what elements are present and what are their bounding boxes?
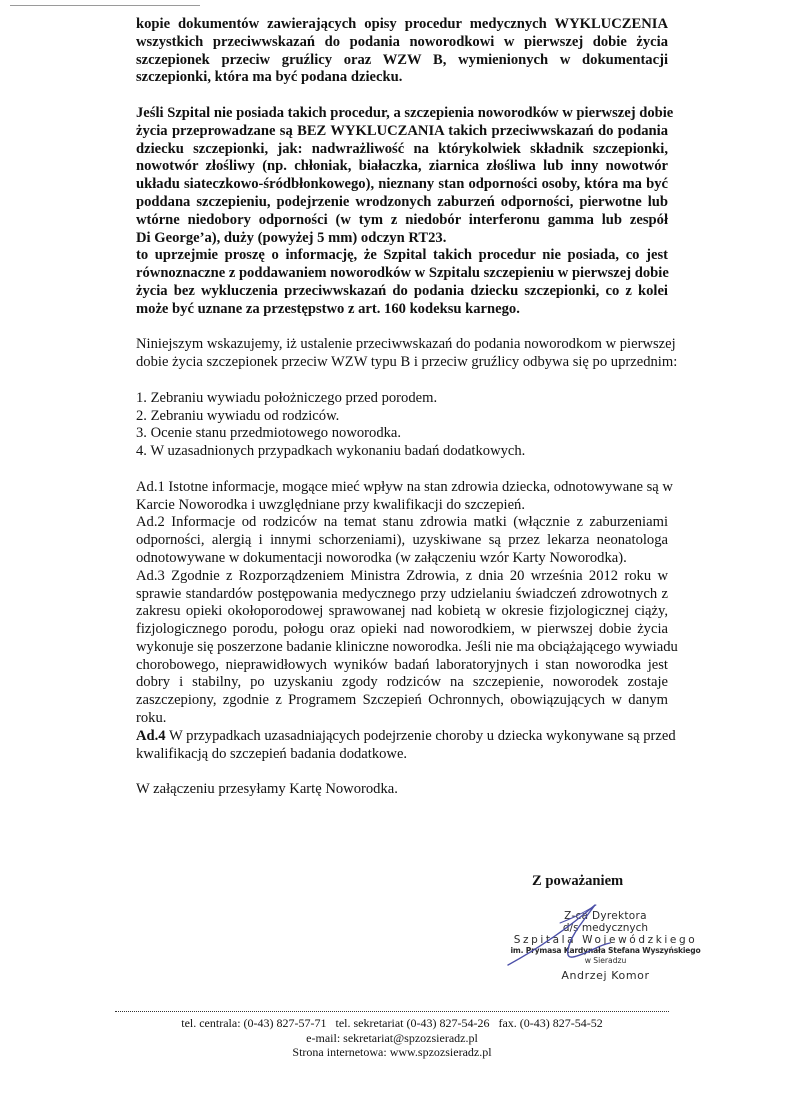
text-line: zakresu opieki okołoporodowej sprawowanej nad kobietą w okresie fizjologicznej ciąży, (136, 603, 668, 620)
ad1-paragraph (136, 478, 673, 515)
request-paragraph (136, 247, 668, 318)
text-line: równoznaczne z poddawaniem noworodków w Szpitalu szczepieniu w pierwszej dobie (136, 265, 669, 282)
ad4-label: Ad.4 (136, 727, 166, 744)
text-line: dobry i stabilny, po uzyskaniu zgody rodziców na szczepienie, noworodek zostaje (136, 674, 668, 691)
text-line: Di George’a), duży (powyżej 5 mm) odczyn RT23. (136, 229, 447, 246)
text-line: wszystkich przeciwwskazań do podania noworodkowi w pierwszej dobie życia (136, 33, 668, 50)
intro-paragraph (136, 16, 668, 87)
stamp-department: d/s medycznych (562, 922, 649, 934)
stamp-hospital: Szpitala Wojewódzkiego (513, 934, 698, 946)
response-paragraph (136, 336, 678, 372)
text-line: nowotwór złośliwy (np. chłoniak, białaczka, ziarnica złośliwa lub inny nowotwór (136, 158, 668, 175)
ad4-text: W przypadkach uzasadniających podejrzenie choroby u dziecka wykonywane są przed (165, 727, 676, 744)
text-line: odporności, alergią i innymi schorzeniami), uzyskiwane są przez lekarza neonatologa (136, 532, 668, 549)
text-line: Ad.3 Zgodnie z Rozporządzeniem Ministra Zdrowia, z dnia 20 września 2012 roku w (136, 567, 668, 584)
stamp-city: w Sieradzu (584, 956, 627, 965)
text-line: roku. (136, 710, 167, 727)
text-line: życia bez wykluczenia przeciwwskazań do podania dziecku szczepionki, co z kolei (136, 282, 668, 299)
text-line: życia przeprowadzane są BEZ WYKLUCZANIA takich przeciwwskazań do podania (136, 122, 668, 139)
text-line: Jeśli Szpital nie posiada takich procedur, a szczepienia noworodków w pierwszej dobie (136, 104, 674, 121)
footer-website: Strona internetowa: www.spzozsieradz.pl (292, 1045, 492, 1059)
text-line (136, 727, 676, 746)
stamp-name: Andrzej Komor (561, 969, 650, 982)
text-line: Ad.2 Informacje od rodziców na temat stanu zdrowia matki (włącznie z zaburzeniami (136, 514, 668, 531)
text-line: szczepionki, która ma być podana dziecku. (136, 69, 403, 86)
text-line: chorobowego, nieprawidłowych wyników badań laboratoryjnych i stan noworodka jest (136, 656, 668, 673)
footer-email: e-mail: sekretariat@spzozsieradz.pl (306, 1030, 478, 1045)
text-line: dobie życia szczepionek przeciw WZW typu B i przeciw gruźlicy odbywa się po uprzednim: (136, 354, 678, 371)
footer-phones: tel. centrala: (0-43) 827-57-71 tel. sekretariat (0-43) 827-54-26 fax. (0-43) 827-54-52 (181, 1016, 603, 1030)
paragraph-gap (136, 87, 668, 105)
letter-body (136, 16, 678, 799)
ad4-paragraph (136, 727, 676, 764)
top-edge-rule (10, 5, 200, 6)
text-line: układu siateczkowo-śródbłonkowego), nieznany stan odporności osoby, która ma być (136, 176, 668, 193)
steps-list (136, 390, 668, 461)
text-line: Ad.1 Istotne informacje, mogące mieć wpływ na stan zdrowia dziecka, odnotowywane są w (136, 478, 673, 495)
text-line: kwalifikacją do szczepień badania dodatkowe. (136, 745, 408, 762)
text-line: dziecku szczepionki, jak: nadwrażliwość na którykolwiek składnik szczepionki, (136, 140, 668, 157)
stamp-title: Z-ca Dyrektora (564, 910, 647, 922)
list-item: 4. W uzasadnionych przypadkach wykonaniu badań dodatkowych. (136, 443, 526, 460)
paragraph-gap (136, 319, 668, 337)
closing-salutation: Z poważaniem (532, 873, 624, 889)
ad3-paragraph (136, 567, 678, 728)
director-stamp (498, 910, 713, 984)
text-line: szczepionek przeciw gruźlicy oraz WZW B, wymienionych w dokumentacji (136, 51, 668, 68)
text-line: wykonuje się poszerzone badanie kliniczne noworodka. Jeśli nie ma obciążającego wywiadu (136, 638, 678, 655)
footer-dotted-rule (115, 1011, 669, 1012)
text-line: poddana szczepieniu, podejrzenie wrodzonych zaburzeń odporności, pierwotne lub (136, 193, 668, 210)
list-item: 1. Zebraniu wywiadu położniczego przed porodem. (136, 389, 438, 406)
text-line: kopie dokumentów zawierających opisy procedur medycznych WYKLUCZENIA (136, 16, 668, 32)
text-line: Karcie Noworodka i uwzględniane przy kwalifikacji do szczepień. (136, 496, 526, 513)
text-line: może być uznane za przestępstwo z art. 160 kodeksu karnego. (136, 300, 520, 317)
attachment-note (136, 781, 668, 799)
list-item: 2. Zebraniu wywiadu od rodziców. (136, 407, 340, 424)
text-line: sprawie standardów postępowania medycznego przy udzielaniu świadczeń zdrowotnych z (136, 585, 668, 602)
conditional-paragraph (136, 104, 674, 247)
text-line: Niniejszym wskazujemy, iż ustalenie przeciwwskazań do podania noworodkom w pierwszej (136, 336, 676, 353)
footer-contact (115, 1016, 669, 1060)
text-line: zaszczepiony, zgodnie z Programem Szczepień Ochronnych, obowiązujących w danym (136, 692, 668, 709)
list-item: 3. Ocenie stanu przedmiotowego noworodka. (136, 425, 402, 442)
paragraph-gap (136, 461, 668, 479)
paragraph-gap (136, 763, 668, 781)
text-line: odnotowywane w dokumentacji noworodka (w załączeniu wzór Karty Noworodka). (136, 549, 627, 566)
paragraph-gap (136, 372, 668, 390)
text-line: wtórne niedobory odporności (w tym z niedobór interferonu gamma lub zespół (136, 211, 668, 228)
stamp-hospital-patron: im. Prymasa Kardynała Stefana Wyszyńskiego (510, 946, 701, 955)
ad2-paragraph (136, 514, 668, 567)
text-line: W załączeniu przesyłamy Kartę Noworodka. (136, 781, 398, 798)
text-line: to uprzejmie proszę o informację, że Szpital takich procedur nie posiada, co jest (136, 247, 668, 264)
text-line: fizjologicznego porodu, połogu oraz opieki nad noworodkiem, w pierwszej dobie życia (136, 621, 668, 638)
